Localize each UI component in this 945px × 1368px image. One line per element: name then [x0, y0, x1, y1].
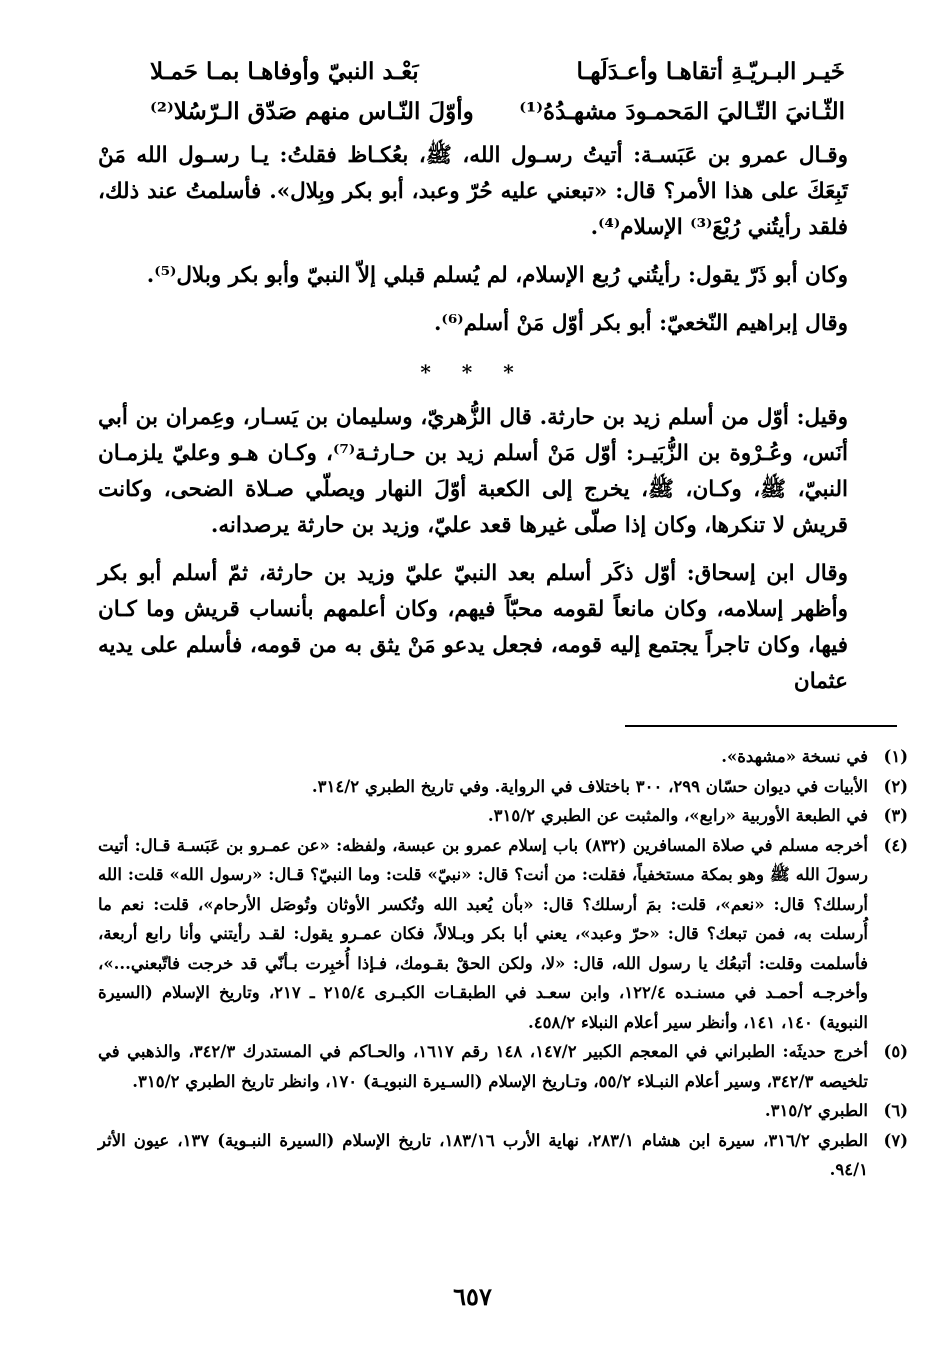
verse-line: [150, 92, 845, 132]
verse-second-hemistich: بَعْـد النبيّ وأوفاهـا بمـا حَمـلا: [150, 58, 419, 85]
paragraph: وقيل: أوّل من أسلم زيد بن حارثة. قال الزُّهريّ، وسليمان بن يَسـار، وعِمران بن أبي أنَس، وعُـرْوة بن الزُّبَيـر: أوّل مَنْ أسلم زيد بن حـارثـة⁽⁷⁾، وكـان هـو وعليّ يلزمـان النبيّ، ﷺ، وكـان، ﷺ، يخرج إلى الكعبة أوّلَ النهار ويصلّي صـلاة الضحى، وكانت قريش لا تنكرها، وكان إذا صلّى غيرها قعد عليّ، وزيد بن حارثة يرصدانه.: [98, 405, 849, 538]
footnote: [98, 1096, 908, 1126]
footnote-number: (٧): [883, 1130, 908, 1150]
verse-line: [150, 52, 845, 92]
footnote-number: (٥): [883, 1042, 908, 1061]
footnote: [98, 801, 908, 831]
footnote-number: (١): [883, 747, 908, 766]
footnote-text: الطبري ٣١٦/٢، سيرة ابن هشام ٢٨٣/١، نهاية الأرب ١٨٣/١٦، تاريخ الإسلام (السيرة النبـوية) ١٣٧، عيون الأثر ٩٤/١.: [98, 1130, 868, 1179]
verse-first-hemistich: خَيـر البـريّـةِ أتقاهـا وأعـدَلَهـا: [576, 58, 845, 85]
footnote-text: في الطبعة الأوربية «رابع»، والمثبت عن الطبري ٣١٥/٢.: [487, 806, 868, 825]
footnote-text: في نسخة «مشهدة».: [721, 747, 868, 766]
footnote-number: (٢): [883, 776, 908, 796]
verse-first-hemistich: الثّـانيَ التّـاليَ المَحمـودَ مشهـدُهُ⁽¹⁾: [519, 98, 845, 125]
footnote-number: (٣): [883, 806, 908, 825]
footnote-number: (٤): [883, 835, 908, 855]
footnote: [98, 772, 908, 802]
section-separator: * * *: [420, 360, 526, 384]
footnote-text: أخرج حديثَه: الطبراني في المعجم الكبير ١٤٧/٢، ١٤٨ رقم ١٦١٧، والحـاكم في المستدرك ٣٤٢/٣، والذهبي في تلخيصه ٣٤٢/٣، وسير أعلام النبـلاء ٥٥/٢، وتـاريخ الإسلام (السـيرة النبويـة) ١٧٠، وانظر تاريخ الطبري ٣١٥/٢.: [98, 1042, 868, 1091]
footnote: [98, 1037, 908, 1096]
paragraph: وقال ابن إسحاق: أوّل ذكَر أسلم بعد النبيّ عليّ وزيد بن حارثة، ثمّ أسلم أبو بكر وأظهر إسلامه، وكان مانعاً لقومه محبّاً فيهم، وكان أعلمهم بأنساب قريش وما كـان فيها، وكان تاجراً يجتمع إليه قومه، فجعل يدعو مَنْ يثق به من قومه، فأسلم على يديه عثمان: [98, 561, 848, 694]
footnote-text: الأبيات في ديوان حسّان ٢٩٩، ٣٠٠ باختلاف في الرواية. وفي تاريخ الطبري ٣١٤/٢.: [311, 776, 868, 796]
paragraph: وكان أبو ذَرّ يقول: رأيتُني رُبع الإسلام، لم يُسلم قبلي إلاّ النبيّ وأبو بكر وبلال⁽⁵⁾.: [146, 263, 848, 288]
footnote: [98, 1126, 908, 1185]
footnote-text: أخرجه مسلم في صلاة المسافرين (٨٣٢) باب إسلام عمرو بن عبسة، ولفظه: «عن عمـرو بن عَبَسـة قـال: أتيت رسولَ الله ﷺ وهو بمكة مستخفياً، فقلت: من أنت؟ قال: «نبيّ» قلت: وما النبيّ؟ قـال: «رسول الله» قلت: الله أرسلك؟ قال: «نعم»، قلت: بمَ أرسلك؟ قال: «بأن يُعبد الله وتُكسر الأوثان وتُوصَل الأرحام»، قلت: نعم ما أُرسلت به، فمن تبعك؟ قال: «حرّ وعبد»، يعني أبا بكر وبـلالاً، فكان عمـرو يقول: لقـد رأيتني وأنا رابع أربعة، فأسلمت وقلت: أتبعُك يا رسول الله، قال: «لا، ولكن الحقْ بقـومك، فـإذا أُخبِرت بـأنّي قد خرجت فاتّبعني...»، وأخرجـه أحمـد في مسنـده ١٢٢/٤، وابن سعـد في الطبقـات الكبـرى ٢١٥/٤ ـ ٢١٧، وتاريخ الإسلام (السيرة النبوية) ١٤٠، ١٤١، وأنظر سير أعلام النبلاء ٤٥٨/٢.: [98, 835, 868, 1032]
paragraph: وقال إبراهيم النّخعيّ: أبو بكر أوّل مَنْ أسلم⁽⁶⁾.: [433, 311, 848, 336]
main-text: [98, 138, 848, 700]
paragraph: وقـال عمرو بن عَبَسـة: أتيتُ رسـول الله، ﷺ، بعُكـاظ فقلتُ: يـا رسـول الله مَنْ تَبِعَكَ على هذا الأمر؟ قال: «تبعني عليه حُرّ وعبد، أبو بكر وبِلال». فأسلمتُ عند ذلك، فلقد رأيتُني رُبْعَ⁽³⁾ الإسلام⁽⁴⁾.: [98, 143, 848, 240]
page-number: ٦٥٧: [453, 1282, 492, 1311]
verse-second-hemistich: وأوّلَ النّـاس منهم صَدّق الـرّسُلا⁽²⁾: [150, 98, 474, 125]
footnote-number: (٦): [883, 1101, 908, 1120]
footnote: [98, 831, 908, 1038]
poem-verses: [150, 52, 845, 132]
footnote: [98, 742, 908, 772]
footnotes: [98, 742, 908, 1185]
footnote-text: الطبري ٣١٥/٢.: [764, 1101, 868, 1120]
footnote-divider: [625, 725, 897, 727]
